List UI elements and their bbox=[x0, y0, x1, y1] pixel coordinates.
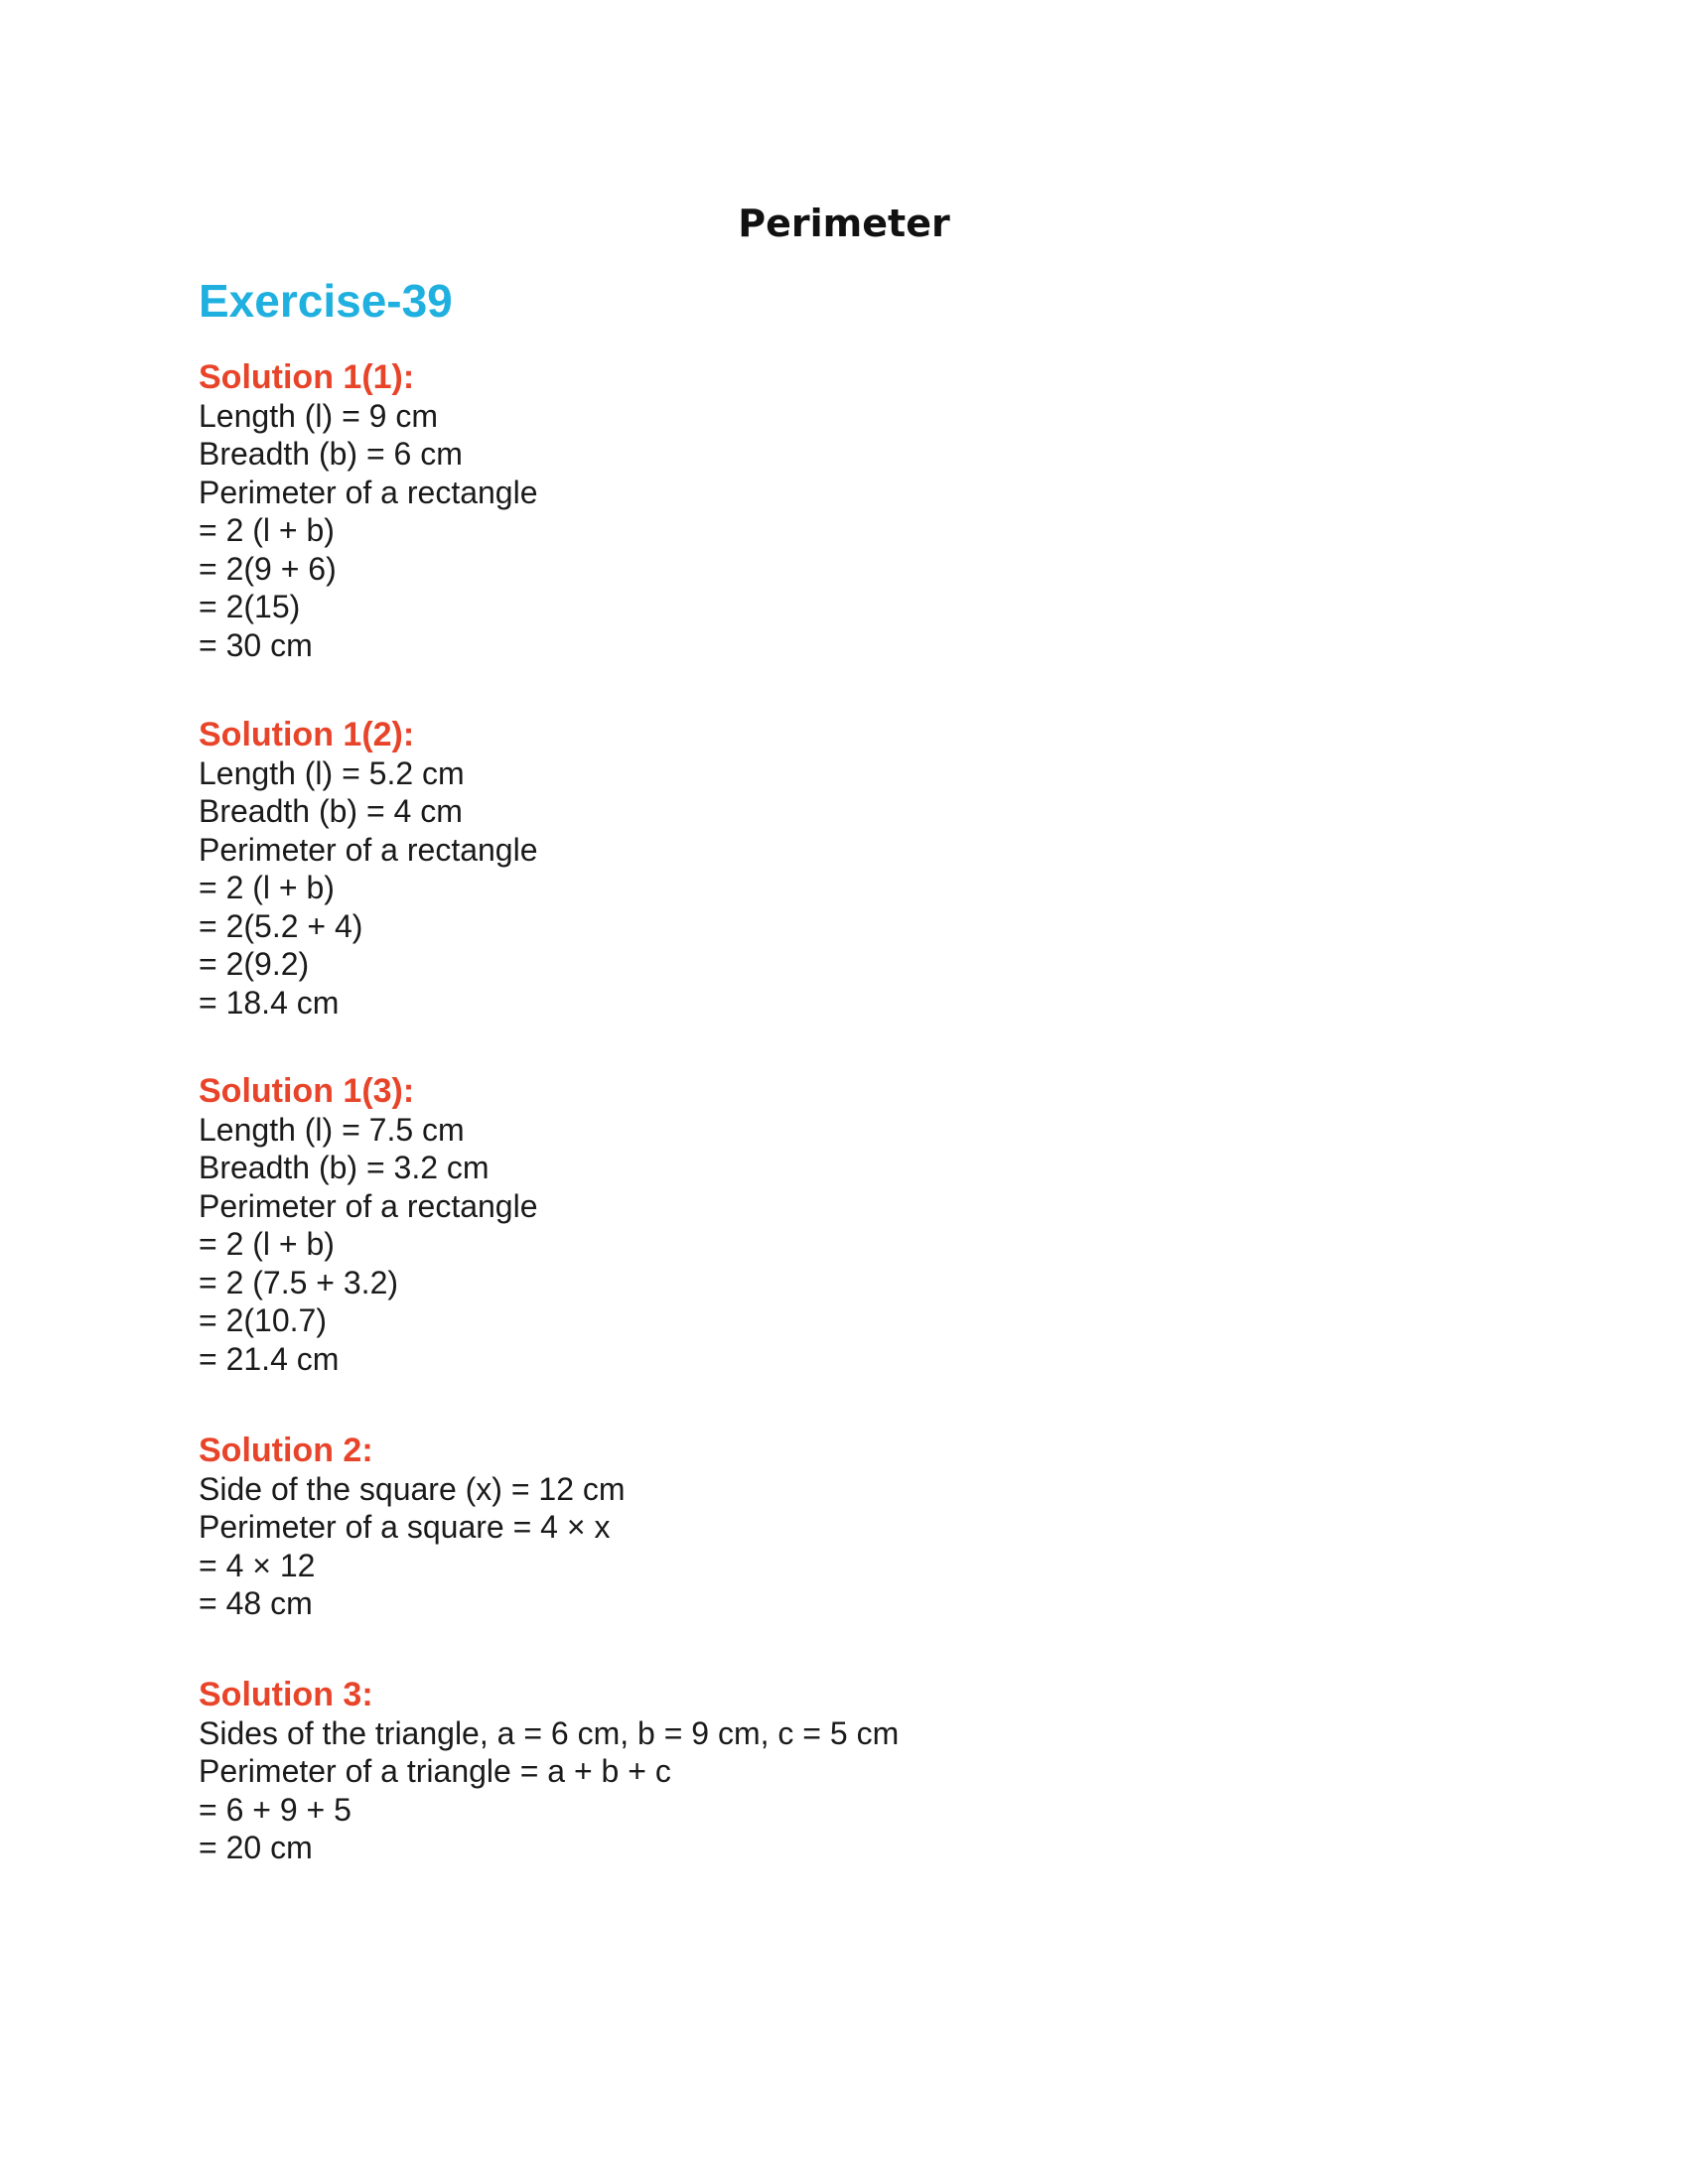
solution-step: = 2(10.7) bbox=[199, 1302, 327, 1338]
solution-step: Length (l) = 9 cm bbox=[199, 397, 438, 434]
solution-steps bbox=[199, 1470, 1489, 1623]
solution-block bbox=[199, 716, 1489, 1022]
solution-step: Sides of the triangle, a = 6 cm, b = 9 cm, c = 5 cm bbox=[199, 1714, 900, 1751]
solution-step: Breadth (b) = 3.2 cm bbox=[199, 1150, 490, 1185]
solution-block bbox=[199, 358, 1489, 664]
solution-step: = 2 (7.5 + 3.2) bbox=[199, 1264, 399, 1300]
solution-step: Perimeter of a square = 4 × x bbox=[199, 1509, 611, 1545]
solution-step: = 4 × 12 bbox=[199, 1547, 316, 1583]
solution-block bbox=[199, 1072, 1489, 1378]
solution-step: = 2 (l + b) bbox=[199, 1226, 335, 1262]
solution-step: = 2(9 + 6) bbox=[199, 550, 337, 587]
solution-step: = 2 (l + b) bbox=[199, 512, 335, 548]
solution-step: = 2(15) bbox=[199, 589, 301, 624]
solution-step: = 21.4 cm bbox=[199, 1340, 340, 1377]
solution-step: Breadth (b) = 4 cm bbox=[199, 793, 463, 829]
solution-title: Solution 3: bbox=[199, 1676, 373, 1713]
solution-title: Solution 1(1): bbox=[199, 358, 415, 396]
solution-step: = 48 cm bbox=[199, 1585, 313, 1621]
solution-step: Perimeter of a rectangle bbox=[199, 831, 538, 868]
solution-step: Perimeter of a rectangle bbox=[199, 1187, 538, 1224]
page-title bbox=[0, 199, 1688, 248]
solution-title: Solution 1(3): bbox=[199, 1072, 415, 1110]
solution-step: Perimeter of a triangle = a + b + c bbox=[199, 1753, 671, 1789]
exercise-heading: Exercise-39 bbox=[199, 275, 453, 327]
solution-steps bbox=[199, 1111, 1489, 1379]
solution-steps bbox=[199, 1714, 1489, 1867]
page-title-text: Perimeter bbox=[738, 202, 950, 245]
solution-step: = 2 (l + b) bbox=[199, 870, 335, 905]
solution-step: = 2(5.2 + 4) bbox=[199, 907, 363, 944]
solution-title: Solution 2: bbox=[199, 1432, 373, 1469]
solution-step: = 18.4 cm bbox=[199, 984, 340, 1021]
solution-step: Breadth (b) = 6 cm bbox=[199, 436, 463, 472]
solution-step: Side of the square (x) = 12 cm bbox=[199, 1470, 626, 1507]
solution-steps bbox=[199, 397, 1489, 665]
solution-step: = 20 cm bbox=[199, 1830, 313, 1865]
solution-block bbox=[199, 1432, 1489, 1623]
solution-step: Length (l) = 5.2 cm bbox=[199, 754, 465, 791]
solution-title: Solution 1(2): bbox=[199, 716, 415, 753]
solution-step: = 2(9.2) bbox=[199, 946, 310, 982]
solution-steps bbox=[199, 754, 1489, 1023]
solution-block bbox=[199, 1676, 1489, 1867]
solution-step: = 30 cm bbox=[199, 626, 313, 663]
solution-step: Perimeter of a rectangle bbox=[199, 474, 538, 510]
solution-step: = 6 + 9 + 5 bbox=[199, 1791, 352, 1828]
solution-step: Length (l) = 7.5 cm bbox=[199, 1111, 465, 1148]
